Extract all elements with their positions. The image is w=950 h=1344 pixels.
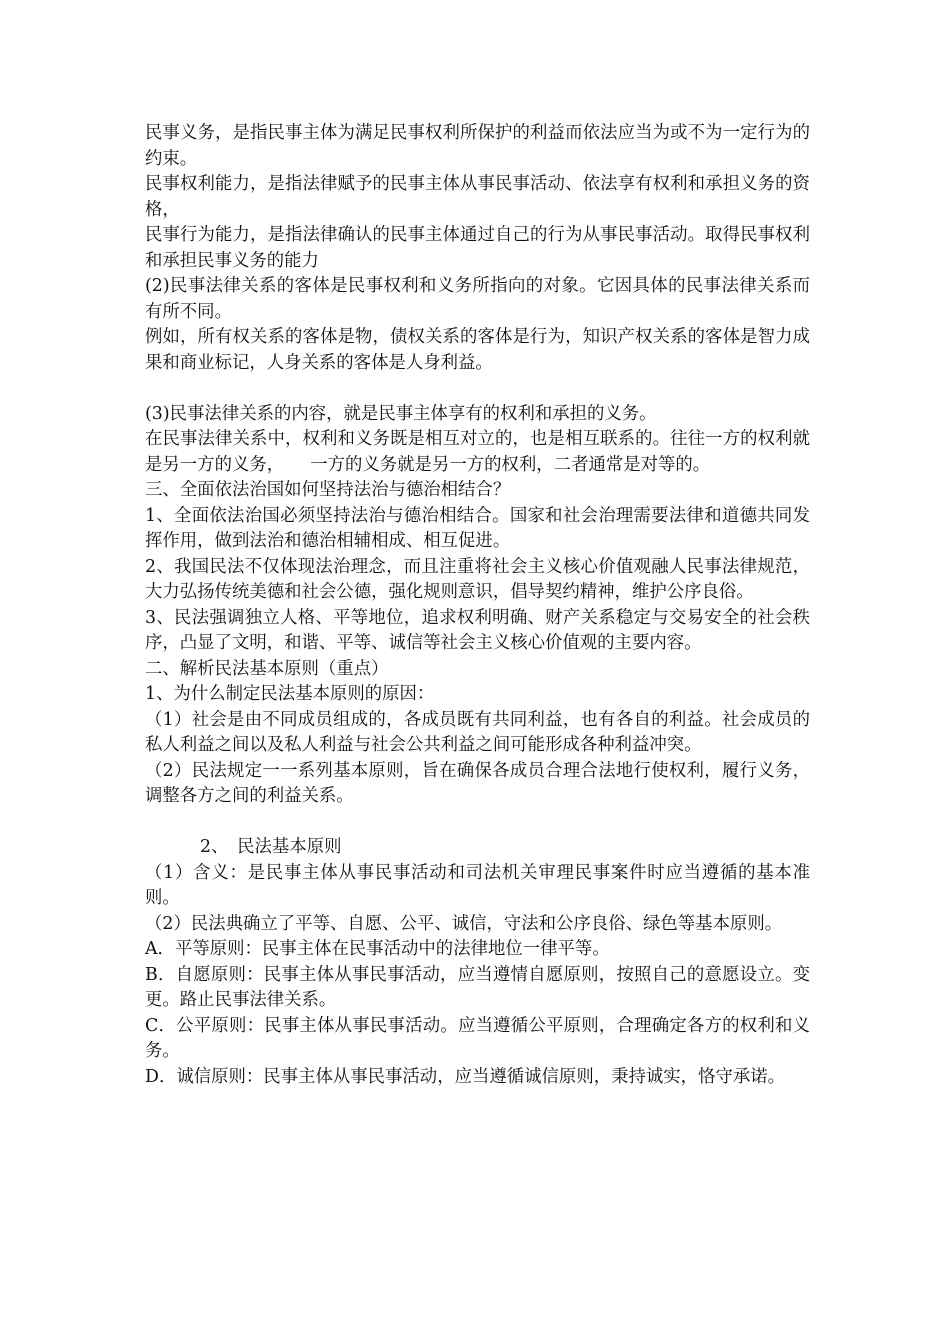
subheading-principles: 2、 民法基本原则 xyxy=(200,837,342,857)
reason-item-1: （1）社会是由不同成员组成的，各成员既有共同利益，也有各自的利益。社会成员的私人利益之间以及私人利益与社会公共利益之间可能形成各种利益冲突。 xyxy=(145,709,810,755)
list-item-1: 1、全面依法治国必须坚持法治与德治相结合。国家和社会治理需要法律和道德共同发挥作用，做到法治和德治相辅相成、相互促进。 xyxy=(145,505,810,551)
blank-line xyxy=(145,810,810,836)
list-item-3: 3、民法强调独立人格、平等地位，追求权利明确、财产关系稳定与交易安全的社会秩序，凸显了文明，和谐、平等、诚信等社会主义核心价值观的主要内容。 xyxy=(145,607,810,653)
blank-line xyxy=(145,376,810,402)
principle-definition: （1）含义：是民事主体从事民事活动和司法机关审理民事案件时应当遵循的基本准则。 xyxy=(145,862,810,908)
paragraph-content-of-relation: (3)民事法律关系的内容，就是民事主体享有的权利和承担的义务。 xyxy=(145,403,657,424)
principle-list-intro: （2）民法典确立了平等、自愿、公平、诚信，守法和公序良俗、绿色等基本原则。 xyxy=(145,913,783,934)
paragraph-object-examples: 例如，所有权关系的客体是物，债权关系的客体是行为，知识产权关系的客体是智力成果和商业标记，人身关系的客体是人身利益。 xyxy=(145,327,810,373)
subheading-reasons: 1、为什么制定民法基本原则的原因： xyxy=(145,684,435,704)
section-heading-basic-principles: 二、解析民法基本原则（重点） xyxy=(145,658,389,679)
paragraph-civil-rights-capacity: 民事权利能力，是指法律赋予的民事主体从事民事活动、依法享有权利和承担义务的资格， xyxy=(145,174,810,220)
principle-equality: A．平等原则：民事主体在民事活动中的法律地位一律平等。 xyxy=(145,939,610,959)
reason-item-2: （2）民法规定一一系列基本原则，旨在确保各成员合理合法地行使权利，履行义务，调整各方之间的利益关系。 xyxy=(145,760,810,806)
document-page xyxy=(145,121,810,1090)
paragraph-object-of-relation: (2)民事法律关系的客体是民事权利和义务所指向的对象。它因具体的民事法律关系而有所不同。 xyxy=(145,276,810,322)
section-heading-rule-of-law: 三、全面依法治国如何坚持法治与德治相结合？ xyxy=(145,480,511,500)
paragraph-civil-obligation: 民事义务，是指民事主体为满足民事权利所保护的利益而依法应当为或不为一定行为的约束。 xyxy=(145,123,810,169)
principle-good-faith: D．诚信原则：民事主体从事民事活动，应当遵循诚信原则，秉持诚实，恪守承诺。 xyxy=(145,1066,786,1087)
paragraph-civil-conduct-capacity: 民事行为能力，是指法律确认的民事主体通过自己的行为从事民事活动。取得民事权利和承担民事义务的能力 xyxy=(145,225,810,271)
paragraph-rights-and-duties: 在民事法律关系中，权利和义务既是相互对立的，也是相互联系的。往往一方的权利就是另一方的义务， 一方的义务就是另一方的权利，二者通常是对等的。 xyxy=(145,429,810,475)
principle-fairness: C．公平原则：民事主体从事民事活动。应当遵循公平原则，合理确定各方的权利和义务。 xyxy=(145,1015,810,1061)
list-item-2: 2、我国民法不仅体现法治理念，而且注重将社会主义核心价值观融人民事法律规范，大力弘扬传统美德和社会公德，强化规则意识，倡导契约精神，维护公序良俗。 xyxy=(145,556,810,602)
principle-voluntariness: B．自愿原则：民事主体从事民事活动，应当遵情自愿原则，按照自己的意愿设立。变更。路止民事法律关系。 xyxy=(145,964,810,1010)
